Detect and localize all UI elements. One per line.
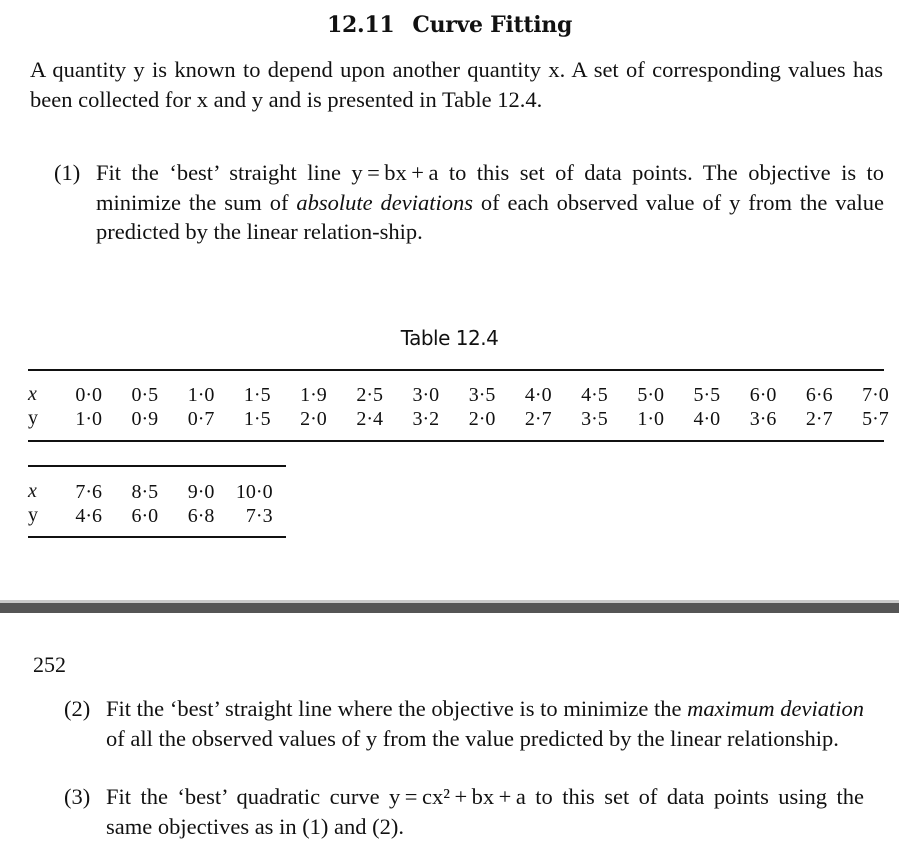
- table-cell: 7·6: [75, 481, 102, 503]
- exercise-item-3: [64, 782, 864, 842]
- row-label-y: y: [28, 407, 38, 429]
- table-cell: 2·7: [524, 408, 552, 430]
- emphasis-text: maximum deviation: [687, 696, 864, 721]
- item-text: Fit the ‘best’ quadratic curve y = cx² + bx + a to this set of data points using the same objectives as in (1) and (2).: [106, 784, 864, 839]
- table-cell: 2·4: [356, 408, 383, 430]
- table-cell: 4·5: [581, 384, 608, 406]
- table-cell: 1·5: [243, 384, 271, 406]
- table-cell: 2·0: [468, 408, 496, 430]
- table-cell: 4·6: [75, 505, 102, 527]
- table-cell: 6·0: [131, 505, 159, 527]
- table-cell: 4·0: [693, 408, 721, 430]
- table-cell: 0·5: [131, 384, 159, 406]
- table-cell: 5·7: [862, 408, 889, 430]
- row-label-x: x: [28, 383, 37, 405]
- table-caption: Table 12.4: [400, 326, 499, 350]
- section-title: Curve Fitting: [412, 12, 573, 38]
- table-cell: 9·0: [187, 481, 215, 503]
- table-cell: 10·0: [235, 481, 273, 503]
- table-cell: 3·5: [581, 408, 608, 430]
- table-cell: 2·5: [356, 384, 383, 406]
- table-cell: 1·0: [187, 384, 215, 406]
- table-cell: 1·0: [637, 408, 664, 430]
- table-cell: 3·5: [468, 384, 496, 406]
- page-divider: [0, 603, 899, 613]
- table-cell: 2·7: [805, 408, 833, 430]
- table-cell: 0·9: [131, 408, 159, 430]
- table-cell: 1·9: [300, 384, 327, 406]
- table-cell: 4·0: [524, 384, 552, 406]
- table-cell: 0·7: [187, 408, 215, 430]
- table-cell: 6·8: [187, 505, 215, 527]
- item-label: (3): [64, 784, 91, 809]
- exercise-item-2: [64, 694, 864, 784]
- table-cell: 6·6: [805, 384, 833, 406]
- table-cell: 6·0: [749, 384, 777, 406]
- table-cell: 1·5: [243, 408, 271, 430]
- table-cell: 5·5: [693, 384, 721, 406]
- item-label: (1): [54, 160, 81, 185]
- row-label-x: x: [28, 480, 37, 502]
- table-cell: 8·5: [131, 481, 159, 503]
- item-text: Fit the ‘best’ straight line y = bx + a to this set of data points. The objective is to minimize the sum of absolute deviations of each observed value of y from the value predicted by the linear relation-ship.: [96, 160, 885, 244]
- table-cell: 3·2: [412, 408, 440, 430]
- row-label-y: y: [28, 504, 38, 526]
- table-cell: 3·6: [749, 408, 777, 430]
- table-cell: 7·0: [862, 384, 889, 406]
- item-text: Fit the ‘best’ straight line where the objective is to minimize the maximum deviation of all the observed values of y from the value predicted by the linear relationship.: [106, 696, 864, 751]
- table-cell: 1·0: [75, 408, 102, 430]
- table-cell: 7·3: [245, 505, 273, 527]
- item-label: (2): [64, 696, 91, 721]
- table-cell: 5·0: [637, 384, 664, 406]
- page-number: 252: [33, 652, 66, 677]
- table-cell: 2·0: [300, 408, 327, 430]
- table-cell: 0·0: [75, 384, 102, 406]
- emphasis-text: absolute deviations: [296, 189, 473, 215]
- table-cell: 3·0: [412, 384, 440, 406]
- intro-paragraph: A quantity y is known to depend upon another quantity x. A set of corresponding values has been collected for x and y and is presented in Table 12.4.: [30, 57, 883, 112]
- section-number: 12.11: [326, 12, 395, 38]
